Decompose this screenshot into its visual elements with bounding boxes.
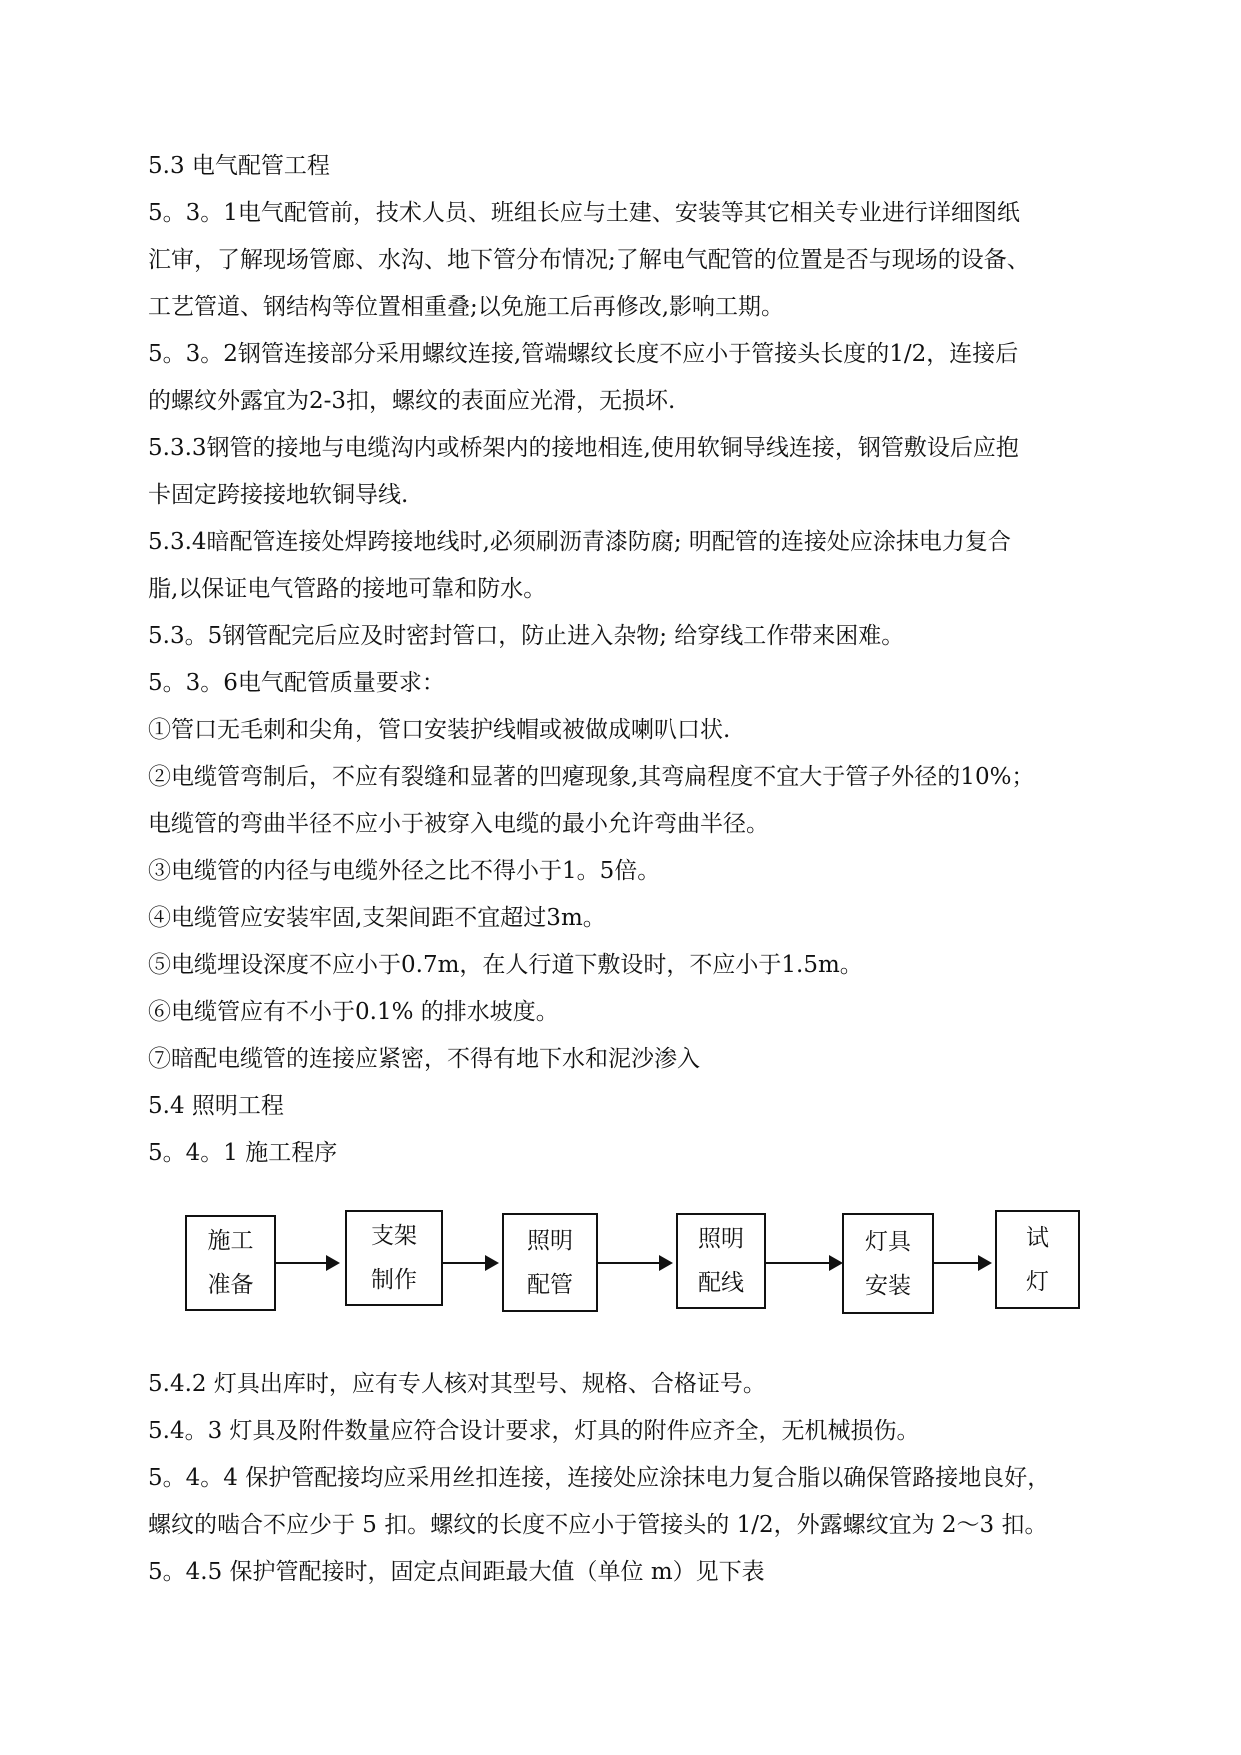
text-line: 5.4.2 灯具出库时，应有专人核对其型号、规格、合格证号。 [148, 1371, 766, 1397]
flow-step-text: 支架 [371, 1223, 417, 1249]
list-item: ⑥电缆管应有不小于0.1% 的排水坡度。 [148, 999, 559, 1025]
flow-step-text: 照明 [527, 1227, 573, 1254]
text-line: 工艺管道、钢结构等位置相重叠;以免施工后再修改,影响工期。 [148, 294, 785, 320]
section-heading-5-3: 5.3 电气配管工程 [148, 153, 330, 179]
text-line: 卡固定跨接接地软铜导线. [148, 482, 409, 508]
flow-step-text: 配线 [698, 1270, 744, 1296]
flow-arrow [276, 1262, 338, 1264]
flow-step-text: 试 [1026, 1224, 1049, 1251]
flow-step-text: 施工 [207, 1228, 254, 1254]
text-line: 5.3.3钢管的接地与电缆沟内或桥架内的接地相连,使用软铜导线连接，钢管敷设后应抱 [148, 435, 1019, 461]
flow-step-text: 照明 [698, 1226, 744, 1252]
list-item: ⑦暗配电缆管的连接应紧密，不得有地下水和泥沙渗入 [148, 1046, 700, 1072]
list-item: ①管口无毛刺和尖角，管口安装护线帽或被做成喇叭口状. [148, 717, 731, 743]
flow-step-box [676, 1213, 766, 1309]
text-line: 的螺纹外露宜为2-3扣，螺纹的表面应光滑，无损坏. [148, 388, 676, 414]
list-item: ⑤电缆埋设深度不应小于0.7m，在人行道下敷设时，不应小于1.5m。 [148, 952, 863, 978]
flow-arrow [598, 1262, 671, 1264]
text-line: 5。3。2钢管连接部分采用螺纹连接,管端螺纹长度不应小于管接头长度的1/2，连接后 [148, 341, 1019, 367]
flow-step-text: 灯具 [865, 1228, 911, 1255]
flow-step-text: 灯 [1026, 1268, 1049, 1295]
text-line: 电缆管的弯曲半径不应小于被穿入电缆的最小允许弯曲半径。 [148, 811, 769, 837]
flow-arrow [443, 1262, 497, 1264]
text-line: 5.3。5钢管配完后应及时密封管口，防止进入杂物; 给穿线工作带来困难。 [148, 623, 905, 649]
subsection-heading: 5。4。1 施工程序 [148, 1140, 338, 1166]
flow-step-box [345, 1210, 443, 1306]
flow-step-box [185, 1215, 276, 1311]
flow-step-text: 制作 [371, 1267, 417, 1293]
flow-step-text: 安装 [865, 1272, 911, 1299]
flow-step-text: 准备 [207, 1272, 254, 1298]
text-line: 5.3.4暗配管连接处焊跨接地线时,必须刷沥青漆防腐; 明配管的连接处应涂抹电力复合 [148, 529, 1011, 555]
section-heading-5-4: 5.4 照明工程 [148, 1093, 284, 1119]
flow-step-box [995, 1210, 1080, 1309]
flow-arrow [934, 1262, 990, 1264]
text-line: 5。3。6电气配管质量要求： [148, 670, 445, 696]
text-line: 5.4。3 灯具及附件数量应符合设计要求，灯具的附件应齐全，无机械损伤。 [148, 1418, 920, 1444]
text-line: 5。3。1电气配管前，技术人员、班组长应与土建、安装等其它相关专业进行详细图纸 [148, 200, 1020, 226]
list-item: ③电缆管的内径与电缆外径之比不得小于1。5倍。 [148, 858, 661, 884]
flow-step-box [842, 1213, 934, 1314]
list-item: ④电缆管应安装牢固,支架间距不宜超过3m。 [148, 905, 606, 931]
flow-arrow [766, 1262, 841, 1264]
text-line: 螺纹的啮合不应少于 5 扣。螺纹的长度不应小于管接头的 1/2，外露螺纹宜为 2～3 扣。 [148, 1512, 1048, 1538]
text-line: 脂,以保证电气管路的接地可靠和防水。 [148, 576, 547, 602]
flow-step-box [502, 1213, 598, 1312]
flow-step-text: 配管 [527, 1271, 573, 1298]
text-line: 汇审，了解现场管廊、水沟、地下管分布情况;了解电气配管的位置是否与现场的设备、 [148, 247, 1030, 273]
list-item: ②电缆管弯制后，不应有裂缝和显著的凹瘪现象,其弯扁程度不宜大于管子外径的10%； [148, 764, 1035, 790]
text-line: 5。4.5 保护管配接时，固定点间距最大值（单位 m）见下表 [148, 1559, 765, 1585]
text-line: 5。4。4 保护管配接均应采用丝扣连接，连接处应涂抹电力复合脂以确保管路接地良好， [148, 1465, 1051, 1491]
